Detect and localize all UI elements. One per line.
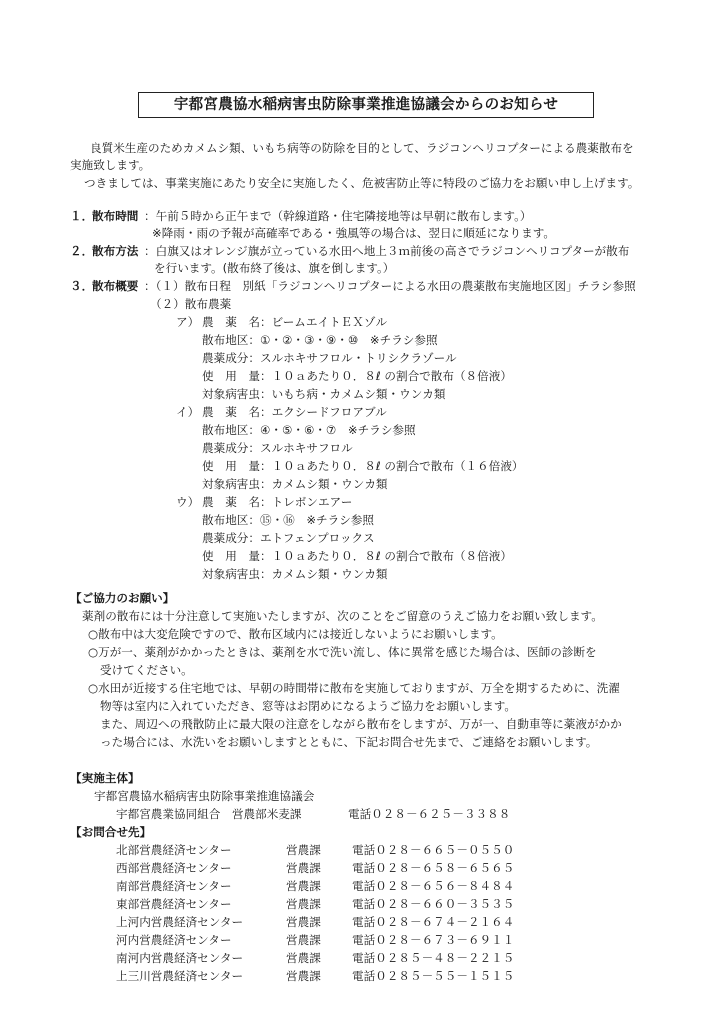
item-number: １． — [70, 209, 94, 223]
contact-section: 営農課 — [286, 843, 321, 857]
contact-tel: 電話０２８－６６５－０５５０ — [352, 843, 515, 857]
item-text: （２）散布農薬 — [150, 297, 232, 311]
contact-center: 河内営農経済センター — [116, 933, 232, 947]
contact-tel: 電話０２８－６５８－６５６５ — [352, 861, 515, 875]
cooperation-bullet: ○水田が近接する住宅地では、早朝の時間帯に散布を実施しておりますが、万全を期するために、洗濯 — [88, 681, 620, 695]
item-label-method: 散布方法 — [92, 244, 139, 258]
contact-center: 西部営農経済センター — [116, 861, 232, 875]
contact-center: 東部営農経済センター — [116, 897, 232, 911]
contact-section: 営農課 — [286, 915, 321, 929]
item-number: ２． — [70, 244, 94, 258]
item-label-time: 散布時間 — [92, 209, 139, 223]
pesticide-marker: イ） — [176, 405, 200, 419]
pesticide-ingredient: 農薬成分：スルホキサフロル・トリシクラゾール — [202, 351, 457, 365]
contact-tel: 電話０２８５－５５－１５１５ — [352, 969, 515, 983]
organizer-tel: 電話０２８－６２５－３３８８ — [348, 807, 511, 821]
contact-tel: 電話０２８５－４８－２２１５ — [352, 951, 515, 965]
section-heading-contacts: 【お問合せ先】 — [70, 825, 152, 839]
item-text: ※降雨・雨の予報が高確率である・強風等の場合は、翌日に順延になります。 — [152, 226, 555, 240]
pesticide-area: 散布地区：①・②・③・⑨・⑩ ※チラシ参照 — [202, 333, 438, 347]
contact-section: 営農課 — [286, 933, 321, 947]
section-heading-organizer: 【実施主体】 — [70, 771, 140, 785]
contact-center: 上河内営農経済センター — [116, 915, 244, 929]
contact-section: 営農課 — [286, 861, 321, 875]
contact-tel: 電話０２８－６６０－３５３５ — [352, 897, 515, 911]
pesticide-target: 対象病害虫：カメムシ類・ウンカ類 — [202, 477, 388, 491]
pesticide-amount: 使 用 量：１０ａあたり０．８ℓ の割合で散布（８倍液） — [202, 549, 512, 563]
item-text: ：白旗又はオレンジ旗が立っている水田へ地上３ｍ前後の高さでラジコンヘリコプターが散布 — [144, 244, 630, 258]
item-text: ：（１）散布日程 別紙「ラジコンヘリコプターによる水田の農薬散布実施地区図」チラシ参照 — [144, 279, 636, 293]
contact-section: 営農課 — [286, 897, 321, 911]
cooperation-bullet: った場合には、水洗いをお願いしますとともに、下記お問合せ先まで、ご連絡をお願いします。 — [100, 735, 598, 749]
cooperation-bullet: ○散布中は大変危険ですので、散布区域内には接近しないようにお願いします。 — [88, 627, 503, 641]
contact-center: 南河内営農経済センター — [116, 951, 244, 965]
cooperation-bullet: 物等は室内に入れていただき、窓等はお閉めになるようご協力をお願いします。 — [100, 699, 516, 713]
pesticide-marker: ウ） — [176, 495, 200, 509]
pesticide-name: 農 薬 名：ビームエイトＥＸゾル — [202, 315, 388, 329]
pesticide-name: 農 薬 名：エクシードフロアブル — [202, 405, 387, 419]
cooperation-lead: 薬剤の散布には十分注意して実施いたしますが、次のことをご留意のうえご協力をお願い致します。 — [82, 609, 603, 623]
cooperation-bullet: 受けてください。 — [100, 663, 193, 677]
item-text: を行います。(散布終了後は、旗を倒します。） — [154, 261, 395, 275]
section-heading-cooperation: 【ご協力のお願い】 — [70, 591, 175, 605]
item-number: ３． — [70, 279, 94, 293]
pesticide-amount: 使 用 量：１０ａあたり０．８ℓ の割合で散布（８倍液） — [202, 369, 512, 383]
item-label-overview: 散布概要 — [92, 279, 139, 293]
contact-center: 上三川営農経済センター — [116, 969, 244, 983]
contact-tel: 電話０２８－６７４－２１６４ — [352, 915, 515, 929]
contact-tel: 電話０２８－６５６－８４８４ — [352, 879, 515, 893]
organizer-name: 宇都宮農協水稲病害虫防除事業推進協議会 — [94, 789, 315, 803]
pesticide-marker: ア） — [176, 315, 200, 329]
contact-tel: 電話０２８－６７３－６９１１ — [352, 933, 515, 947]
pesticide-target: 対象病害虫：カメムシ類・ウンカ類 — [202, 567, 388, 581]
contact-section: 営農課 — [286, 879, 321, 893]
organizer-dept: 宇都宮農業協同組合 営農部米麦課 — [116, 807, 302, 821]
cooperation-bullet: ○万が一、薬剤がかかったときは、薬剤を水で洗い流し、体に異常を感じた場合は、医師の診断を — [88, 645, 597, 659]
pesticide-area: 散布地区：④・⑤・⑥・⑦ ※チラシ参照 — [202, 423, 416, 437]
intro-line: 良質米生産のためカメムシ類、いもち病等の防除を目的として、ラジコンヘリコプターによる農薬散布を — [90, 141, 634, 155]
notice-title: 宇都宮農協水稲病害虫防除事業推進協議会からのお知らせ — [138, 92, 594, 118]
item-text: ：午前５時から正午まで（幹線道路・住宅隣接地等は早朝に散布します。） — [144, 209, 532, 223]
intro-line: 実施致します。 — [70, 158, 151, 172]
pesticide-amount: 使 用 量：１０ａあたり０．８ℓ の割合で散布（１６倍液） — [202, 459, 524, 473]
intro-line: つきましては、事業実施にあたり安全に実施したく、危被害防止等に特段のご協力をお願い申し上げます。 — [84, 176, 640, 190]
contact-center: 北部営農経済センター — [116, 843, 232, 857]
pesticide-ingredient: 農薬成分：エトフェンプロックス — [202, 531, 375, 545]
pesticide-ingredient: 農薬成分：スルホキサフロル — [202, 441, 353, 455]
pesticide-name: 農 薬 名：トレボンエアー — [202, 495, 353, 509]
pesticide-target: 対象病害虫：いもち病・カメムシ類・ウンカ類 — [202, 387, 446, 401]
contact-center: 南部営農経済センター — [116, 879, 232, 893]
contact-section: 営農課 — [286, 969, 321, 983]
contact-section: 営農課 — [286, 951, 321, 965]
cooperation-bullet: また、周辺への飛散防止に最大限の注意をしながら散布をしますが、万が一、自動車等に薬液がかか — [100, 717, 622, 731]
pesticide-area: 散布地区：⑮・⑯ ※チラシ参照 — [202, 513, 375, 527]
